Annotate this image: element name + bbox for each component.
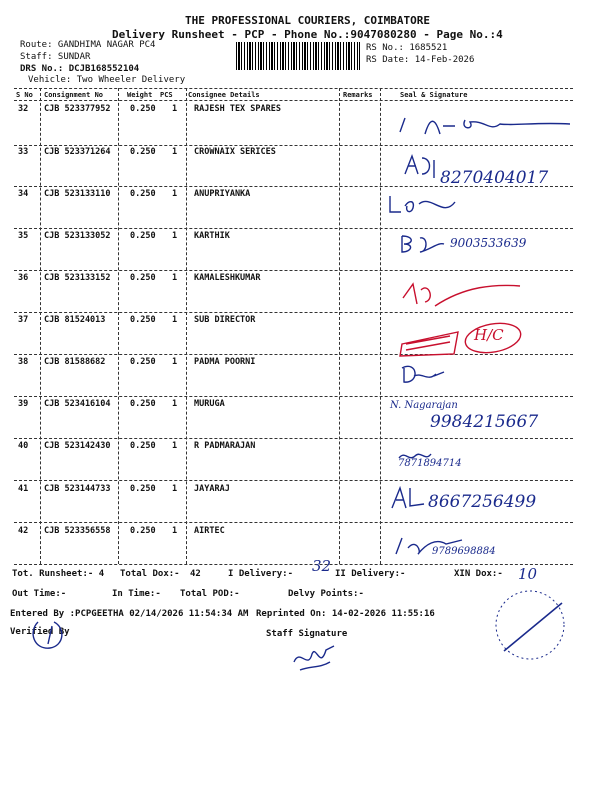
- row-weight: 0.250: [130, 273, 156, 283]
- row-consignment-no: CJB 523142430: [44, 441, 111, 451]
- rs-date: RS Date: 14-Feb-2026: [366, 55, 475, 65]
- signature-row-38: [398, 362, 448, 386]
- signature-row-32: [395, 112, 575, 142]
- row-pcs: 1: [172, 399, 178, 409]
- col-consignee: Consignee Details: [188, 91, 260, 99]
- row-weight: 0.250: [130, 441, 156, 451]
- handwritten-phone-row-42: 9789698884: [432, 546, 496, 557]
- row-sno: 38: [18, 357, 29, 367]
- total-dox-value: 42: [190, 569, 201, 579]
- row-pcs: 1: [172, 315, 178, 325]
- reprinted-on: Reprinted On: 14-02-2026 11:55:16: [256, 609, 435, 619]
- total-pod-label: Total POD:-: [180, 589, 240, 599]
- row-consignment-no: CJB 523377952: [44, 104, 111, 114]
- row-pcs: 1: [172, 189, 178, 199]
- row-sno: 32: [18, 104, 29, 114]
- row-sno: 40: [18, 441, 29, 451]
- row-weight: 0.250: [130, 147, 156, 157]
- row-weight: 0.250: [130, 104, 156, 114]
- row-consignment-no: CJB 523144733: [44, 484, 111, 494]
- row-divider: [14, 228, 573, 229]
- stamp-row-37: [398, 318, 528, 360]
- barcode: [236, 42, 360, 70]
- handwritten-phone-row-40: 7871894714: [398, 458, 462, 469]
- col-consignment: Consignment No: [44, 91, 104, 99]
- row-pcs: 1: [172, 104, 178, 114]
- tot-runsheet: Tot. Runsheet:- 4: [12, 569, 105, 579]
- row-consignment-no: CJB 523133052: [44, 231, 111, 241]
- row-weight: 0.250: [130, 526, 156, 536]
- verified-signature: [30, 618, 70, 654]
- row-pcs: 1: [172, 147, 178, 157]
- total-dox-label: Total Dox:-: [120, 569, 180, 579]
- verified-by-label: Verified By: [10, 627, 70, 637]
- row-sno: 33: [18, 147, 29, 157]
- handwritten-phone-row-41: 8667256499: [428, 492, 537, 512]
- col-weight: Weight: [127, 91, 153, 99]
- row-sno: 36: [18, 273, 29, 283]
- in-time-label: In Time:-: [112, 589, 161, 599]
- row-weight: 0.250: [130, 189, 156, 199]
- row-weight: 0.250: [130, 484, 156, 494]
- row-consignee: KARTHIK: [194, 231, 230, 241]
- signature-row-41: [388, 484, 428, 512]
- col-sno: S No: [16, 91, 33, 99]
- row-divider: [14, 270, 573, 271]
- row-consignee: AIRTEC: [194, 526, 225, 536]
- row-divider: [14, 480, 573, 481]
- row-pcs: 1: [172, 231, 178, 241]
- row-consignee: R PADMARAJAN: [194, 441, 256, 451]
- staff-label: Staff: SUNDAR: [20, 52, 91, 62]
- column-divider: [339, 88, 340, 564]
- column-divider: [118, 88, 119, 564]
- row-divider: [14, 312, 573, 313]
- row-consignee: RAJESH TEX SPARES: [194, 104, 281, 114]
- company-name: THE PROFESSIONAL COURIERS, COIMBATORE: [185, 14, 431, 27]
- row-weight: 0.250: [130, 399, 156, 409]
- row-consignee: MURUGA: [194, 399, 225, 409]
- staff-signature-label: Staff Signature: [266, 629, 348, 639]
- row-sno: 37: [18, 315, 29, 325]
- row-consignee: SUB DIRECTOR: [194, 315, 256, 325]
- row-weight: 0.250: [130, 231, 156, 241]
- drs-number: DRS No.: DCJB168552104: [20, 64, 140, 74]
- row-pcs: 1: [172, 484, 178, 494]
- row-pcs: 1: [172, 441, 178, 451]
- row-consignment-no: CJB 81588682: [44, 357, 106, 367]
- row-consignment-no: CJB 523356558: [44, 526, 111, 536]
- row-divider: [14, 438, 573, 439]
- row-consignee: JAYARAJ: [194, 484, 230, 494]
- row-pcs: 1: [172, 357, 178, 367]
- row-pcs: 1: [172, 526, 178, 536]
- row-consignment-no: CJB 523371264: [44, 147, 111, 157]
- stamp-text-row-37: H/C: [474, 326, 504, 344]
- row-sno: 34: [18, 189, 29, 199]
- row-sno: 42: [18, 526, 29, 536]
- delvy-points-label: Delvy Points:-: [288, 589, 364, 599]
- row-sno: 35: [18, 231, 29, 241]
- row-consignee: CROWNAIX SERICES: [194, 147, 276, 157]
- round-seal-stamp: [490, 585, 570, 665]
- col-remarks: Remarks: [343, 91, 373, 99]
- runsheet-title: Delivery Runsheet - PCP - Phone No.:9047080280 - Page No.:4: [112, 28, 503, 41]
- entered-by: Entered By :PCPGEETHA 02/14/2026 11:54:34 AM: [10, 609, 249, 619]
- handwritten-i-delivery: 32: [312, 557, 332, 575]
- signature-row-36: [395, 280, 525, 310]
- handwritten-phone-row-39: 9984215667: [430, 412, 539, 432]
- row-divider: [14, 522, 573, 523]
- signature-row-33: [400, 152, 440, 182]
- signature-row-35: [398, 232, 448, 256]
- row-consignee: KAMALESHKUMAR: [194, 273, 261, 283]
- staff-signature-ink: [290, 640, 340, 676]
- row-weight: 0.250: [130, 315, 156, 325]
- handwritten-phone-row-35: 9003533639: [450, 236, 527, 250]
- rs-number: RS No.: 1685521: [366, 43, 448, 53]
- column-divider: [380, 88, 381, 564]
- header-divider: [14, 100, 573, 101]
- column-divider: [40, 88, 41, 564]
- col-seal-signature: Seal & Signature: [400, 91, 468, 99]
- vehicle-label: Vehicle: Two Wheeler Delivery: [28, 75, 186, 85]
- handwritten-name-row-39: N. Nagarajan: [390, 400, 458, 411]
- signature-row-34: [385, 192, 465, 218]
- row-divider: [14, 145, 573, 146]
- handwritten-phone-row-33: 8270404017: [440, 168, 549, 188]
- col-pcs: PCS: [160, 91, 173, 99]
- row-consignment-no: CJB 523133152: [44, 273, 111, 283]
- row-consignment-no: CJB 81524013: [44, 315, 106, 325]
- row-sno: 39: [18, 399, 29, 409]
- xin-dox-label: XIN Dox:-: [454, 569, 503, 579]
- row-divider: [14, 396, 573, 397]
- handwritten-xin-dox: 10: [518, 565, 538, 583]
- table-top-border: [14, 88, 573, 89]
- row-pcs: 1: [172, 273, 178, 283]
- row-consignee: ANUPRIYANKA: [194, 189, 251, 199]
- column-divider: [186, 88, 187, 564]
- row-consignment-no: CJB 523133110: [44, 189, 111, 199]
- ii-delivery-label: II Delivery:-: [335, 569, 406, 579]
- row-sno: 41: [18, 484, 29, 494]
- table-bottom-border: [14, 564, 573, 565]
- row-consignment-no: CJB 523416104: [44, 399, 111, 409]
- out-time-label: Out Time:-: [12, 589, 67, 599]
- row-weight: 0.250: [130, 357, 156, 367]
- route-label: Route: GANDHIMA NAGAR PC4: [20, 40, 156, 50]
- row-consignee: PADMA POORNI: [194, 357, 256, 367]
- i-delivery-label: I Delivery:-: [228, 569, 294, 579]
